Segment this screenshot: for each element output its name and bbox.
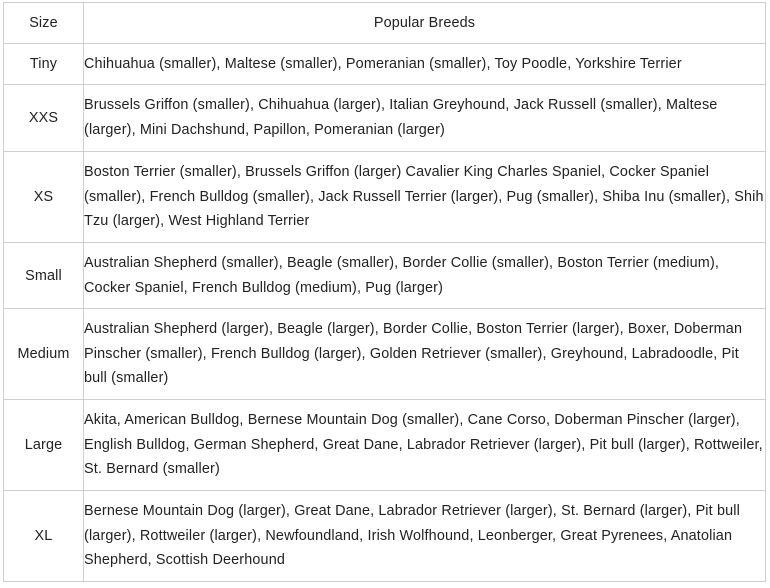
table-row	[4, 152, 766, 243]
size-cell: XL	[4, 491, 84, 582]
table-row	[4, 243, 766, 309]
size-cell: Large	[4, 400, 84, 491]
breeds-cell: Boston Terrier (smaller), Brussels Griffon (larger) Cavalier King Charles Spaniel, Cocker Spaniel (smaller), French Bulldog (smaller), Jack Russell Terrier (larger), Pug (smaller), Shiba Inu (smaller), Shih Tzu (larger), West Highland Terrier	[84, 152, 766, 243]
size-cell: XS	[4, 152, 84, 243]
size-cell: Tiny	[4, 44, 84, 85]
breeds-cell: Brussels Griffon (smaller), Chihuahua (larger), Italian Greyhound, Jack Russell (smaller), Maltese (larger), Mini Dachshund, Papillon, Pomeranian (larger)	[84, 85, 766, 152]
table-row	[4, 44, 766, 85]
breeds-cell: Australian Shepherd (larger), Beagle (larger), Border Collie, Boston Terrier (larger), Boxer, Doberman Pinscher (smaller), French Bulldog (larger), Golden Retriever (smaller), Greyhound, Labradoodle, Pit bull (smaller)	[84, 309, 766, 400]
table-header-row	[4, 3, 766, 44]
size-cell: Small	[4, 243, 84, 309]
breeds-cell: Akita, American Bulldog, Bernese Mountain Dog (smaller), Cane Corso, Doberman Pinscher (larger), English Bulldog, German Shepherd, Great Dane, Labrador Retriever (larger), Pit bull (larger), Rottweiler, St. Bernard (smaller)	[84, 400, 766, 491]
table-row	[4, 400, 766, 491]
breed-size-table	[3, 2, 766, 582]
header-popular-breeds: Popular Breeds	[84, 3, 766, 44]
table-row	[4, 309, 766, 400]
table-row	[4, 85, 766, 152]
breeds-cell: Bernese Mountain Dog (larger), Great Dane, Labrador Retriever (larger), St. Bernard (larger), Pit bull (larger), Rottweiler (larger), Newfoundland, Irish Wolfhound, Leonberger, Great Pyrenees, Anatolian Shepherd, Scottish Deerhound	[84, 491, 766, 582]
header-size: Size	[4, 3, 84, 44]
breeds-cell: Australian Shepherd (smaller), Beagle (smaller), Border Collie (smaller), Boston Terrier (medium), Cocker Spaniel, French Bulldog (medium), Pug (larger)	[84, 243, 766, 309]
table-row	[4, 491, 766, 582]
breeds-cell: Chihuahua (smaller), Maltese (smaller), Pomeranian (smaller), Toy Poodle, Yorkshire Terrier	[84, 44, 766, 85]
size-cell: XXS	[4, 85, 84, 152]
size-cell: Medium	[4, 309, 84, 400]
